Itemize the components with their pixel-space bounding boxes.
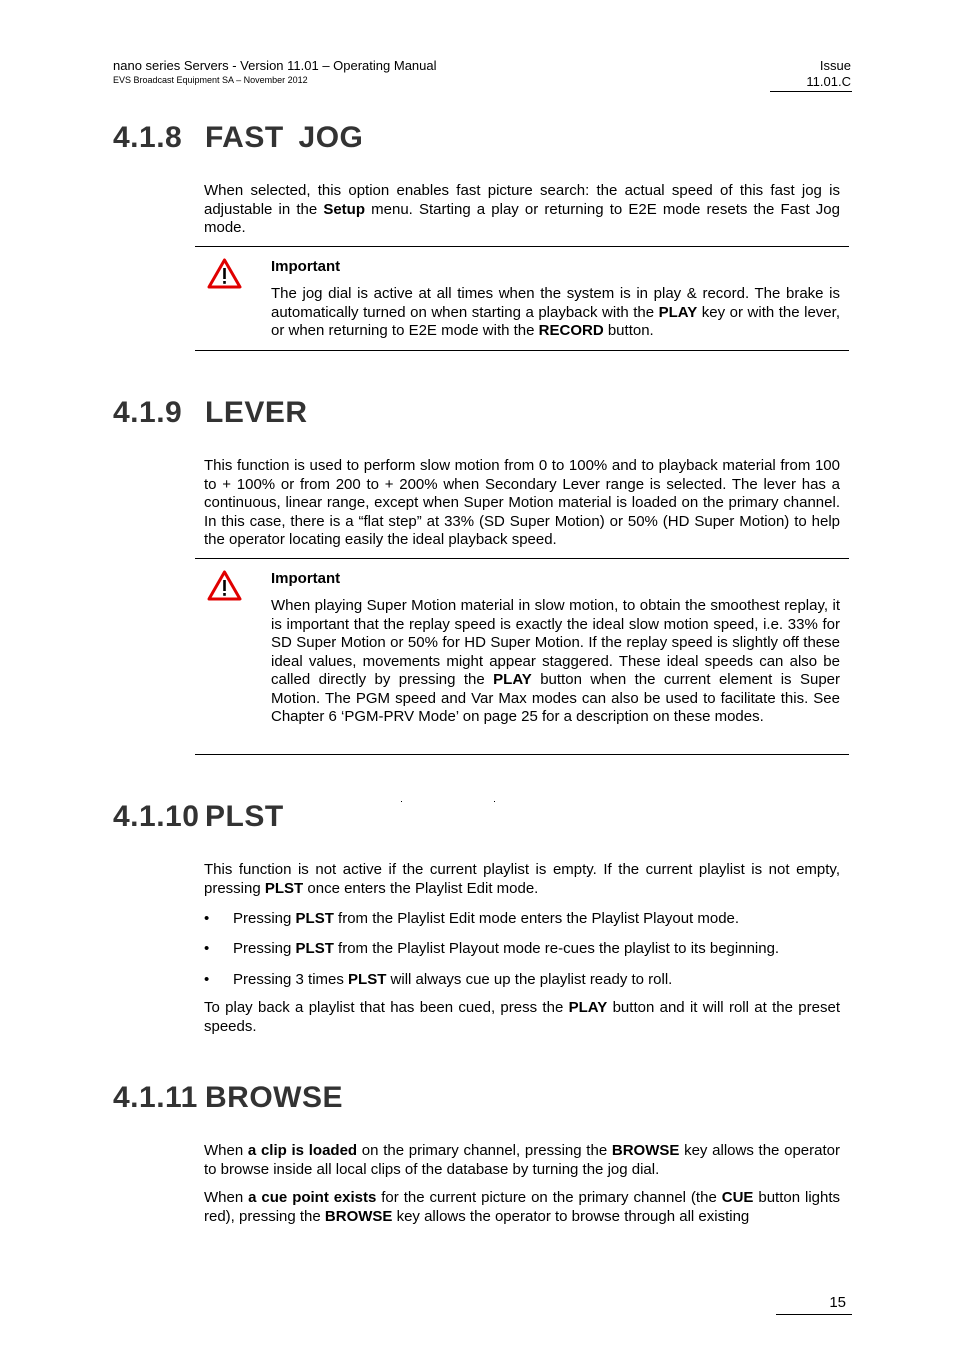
section-paragraph	[204, 457, 840, 550]
text-run: This function is used to perform slow motion from 0 to 100% and to playback material from 100 to + 100% or from 200 to + 200% when Secondary Lever range is selected. The lever has a continuous, linear range, except when Super Motion material is loaded on the primary channel. In this case, there is a “flat step” at 33% (SD Super Motion) or 50% (HD Super Motion) to help the operator locating easily the ideal playback speed.	[204, 457, 840, 548]
warning-icon	[207, 258, 242, 289]
section-title: PLST	[205, 800, 284, 833]
note-text	[271, 285, 840, 341]
text-run: on the primary channel, pressing the	[357, 1142, 612, 1159]
text-run: When	[204, 1189, 249, 1206]
bold-term: PLST	[295, 910, 334, 927]
bold-term: RECORD	[538, 322, 604, 339]
section-number: 4.1.8	[113, 121, 183, 154]
bold-term: PLAY	[493, 671, 532, 688]
section-heading-browse	[113, 1080, 343, 1116]
section-heading-plst	[113, 799, 284, 835]
header-left	[113, 58, 437, 86]
list-item-text	[233, 971, 672, 990]
text-run: button.	[603, 322, 654, 339]
text-run: When	[204, 1142, 248, 1159]
text-run: for the current picture on the primary channel (the	[376, 1189, 722, 1206]
list-item-text	[233, 940, 779, 959]
text-run: The jog dial is active at all times when the system is in play & record. The brake is automatically turned on when starting a playback with the	[271, 285, 840, 321]
section-heading-fast-jog	[113, 120, 363, 156]
bold-term: PLST	[295, 940, 334, 957]
text-run: This function is not active if the current playlist is empty. If the current playlist is not empty, pressing	[204, 861, 840, 897]
important-note	[195, 558, 849, 755]
text-run: Pressing	[233, 910, 296, 927]
manual-subtitle: EVS Broadcast Equipment SA – November 2012	[113, 75, 308, 85]
section-paragraph	[204, 1189, 840, 1226]
issue-block	[771, 58, 851, 90]
section-number: 4.1.11	[113, 1081, 198, 1114]
section-number: 4.1.9	[113, 396, 183, 429]
note-text	[271, 597, 840, 727]
issue-label: Issue	[819, 58, 851, 73]
section-paragraph	[204, 999, 840, 1036]
page-number: 15	[829, 1294, 846, 1311]
text-run: will always cue up the playlist ready to roll.	[386, 971, 673, 988]
section-heading-lever	[113, 395, 308, 431]
text-run: When selected, this option enables fast picture search: the actual speed of this fast jog is adjustable in the	[204, 182, 840, 218]
note-title: Important	[271, 258, 341, 275]
bold-term: PLAY	[658, 303, 698, 321]
bold-term: a clip is loaded	[247, 1142, 358, 1159]
text-run: key allows the operator to browse through all existing	[392, 1207, 750, 1225]
section-number: 4.1.10	[113, 800, 200, 833]
bold-term: PLST	[348, 971, 387, 988]
bold-term: BROWSE	[324, 1207, 393, 1225]
bullet-marker: •	[204, 940, 210, 957]
bold-term: PLAY	[568, 999, 608, 1016]
text-run: Pressing	[233, 940, 296, 957]
section-title: BROWSE	[205, 1081, 343, 1114]
text-run: key allows the operator to browse inside all local clips of the database by turning the jog dial.	[204, 1142, 840, 1178]
text-run: To play back a playlist that has been cued, press the	[204, 999, 569, 1016]
important-note	[195, 246, 849, 351]
text-run: once enters the Playlist Edit mode.	[303, 879, 539, 897]
text-run: button and it will roll at the preset speeds.	[204, 999, 840, 1035]
header-divider	[770, 91, 852, 92]
bold-term: Setup	[323, 200, 365, 218]
note-title: Important	[271, 570, 341, 587]
text-run: key or with the lever, or when returning to E2E mode with the	[271, 303, 840, 339]
text-run: When playing Super Motion material in slow motion, to obtain the smoothest replay, it is important that the replay speed is exactly the ideal slow motion speed, i.e. 33% for SD Super Motion or 50% for HD Super Motion. If the replay speed is slightly off these ideal values, movements might appear staggered. These ideal speeds can also be called directly by pressing the	[271, 597, 840, 688]
text-run: button lights red), pressing the	[204, 1189, 841, 1225]
text-run: menu. Starting a play or returning to E2E mode resets the Fast Jog mode.	[204, 200, 840, 236]
list-item-text	[233, 910, 739, 929]
bullet-marker: •	[204, 910, 210, 927]
section-title: FAST JOG	[205, 121, 364, 154]
section-paragraph	[204, 861, 840, 898]
warning-icon	[207, 570, 242, 601]
stray-mark	[401, 801, 402, 802]
footer-divider	[776, 1314, 852, 1315]
issue-value: 11.01.C	[806, 74, 851, 89]
bold-term: PLST	[264, 879, 304, 897]
text-run: from the Playlist Playout mode re-cues the playlist to its beginning.	[333, 940, 780, 957]
text-run: from the Playlist Edit mode enters the Playlist Playout mode.	[333, 910, 740, 927]
text-run: Pressing 3 times	[233, 971, 349, 988]
section-paragraph	[204, 1142, 840, 1179]
bold-term: a cue point exists	[248, 1189, 377, 1206]
manual-title: nano series Servers - Version 11.01 – Operating Manual	[113, 58, 437, 73]
bullet-marker: •	[204, 971, 210, 988]
bold-term: BROWSE	[611, 1142, 680, 1159]
section-title: LEVER	[205, 396, 308, 429]
section-paragraph	[204, 182, 840, 238]
bold-term: CUE	[721, 1189, 754, 1206]
stray-mark	[494, 801, 495, 802]
text-run: button when the current element is Super Motion. The PGM speed and Var Max modes can also be used to facilitate this. See Chapter 6 ‘PGM-PRV Mode’ on page 25 for a description on these modes.	[271, 671, 840, 725]
